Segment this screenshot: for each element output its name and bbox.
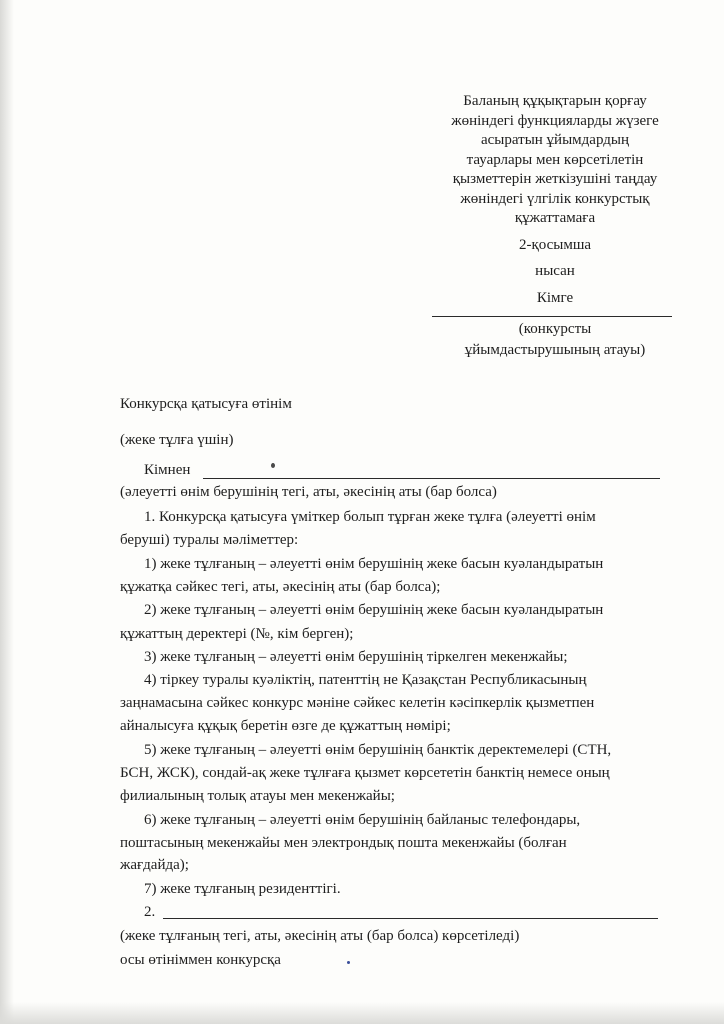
scan-edge-shadow (0, 0, 14, 1024)
organizer-caption-line: ұйымдастырушының атауы) (464, 342, 646, 358)
header-line: құжаттамаға (514, 210, 596, 226)
to-whom-label: Кімге (536, 289, 574, 306)
paragraph-line: құжатқа сәйкес тегі, аты, әкесінің аты (бар болса); (120, 579, 441, 595)
paragraph-line: 1) жеке тұлғаның – әлеуетті өнім берушінің жеке басын куәландыратын (144, 556, 604, 572)
paragraph-line: БСН, ЖСК), сондай-ақ жеке тұлғаға қызмет көрсететін банктің немесе оның (120, 765, 610, 781)
appendix-header (424, 92, 686, 308)
paragraph-line: 6) жеке тұлғаның – әлеуетті өнім берушінің байланыс телефондары, (144, 812, 581, 828)
paragraph-line: 5) жеке тұлғаның – әлеуетті өнім берушінің банктік деректемелері (СТН, (144, 742, 612, 758)
paragraph-line: 3) жеке тұлғаның – әлеуетті өнім берушінің тіркелген мекенжайы; (144, 649, 568, 665)
item-2-fill-line (163, 918, 658, 919)
from-fill-line (203, 478, 660, 479)
header-line: жөніндегі үлгілік конкурстық (460, 190, 650, 207)
application-subtitle: (жеке тұлға үшін) (120, 432, 234, 448)
header-line: асыратын ұйымдардың (480, 132, 629, 148)
organizer-caption-line: (конкурсты (518, 321, 592, 337)
scan-speck (271, 463, 275, 468)
header-line: жөніндегі функцияларды жүзеге (451, 112, 659, 129)
application-title: Конкурсқа қатысуға өтінім (120, 396, 292, 412)
paragraph-line: айналысуға құқық беретін өзге де құжаттың нөмірі; (120, 718, 451, 734)
from-caption: (әлеуетті өнім берушінің тегі, аты, әкесінің аты (бар болса) (120, 484, 497, 500)
paragraph-line: жағдайда); (120, 857, 189, 873)
paragraph-line: 2) жеке тұлғаның – әлеуетті өнім берушінің жеке басын куәландыратын (144, 602, 604, 618)
paragraph-line: поштасының мекенжайы мен электрондық пошта мекенжайы (болған (120, 835, 567, 851)
scan-bottom-shadow (0, 1002, 724, 1024)
appendix-number: 2-қосымша (518, 236, 592, 253)
from-label: Кімнен (144, 462, 191, 478)
scan-speck (347, 961, 350, 964)
organizer-caption (424, 319, 686, 361)
paragraph-line: 7) жеке тұлғаның резиденттігі. (144, 881, 341, 897)
header-line: тауарлары мен көрсетілетін (466, 151, 644, 168)
paragraph-line: беруші) туралы мәліметтер: (120, 532, 299, 548)
header-line: Баланың құқықтарын қорғау (463, 93, 647, 109)
closing-line: осы өтініммен конкурсқа (120, 952, 281, 968)
paragraph-line: құжаттың деректері (№, кім берген); (120, 626, 354, 642)
paragraph-line: филиалының толық атауы мен мекенжайы; (120, 788, 395, 804)
paragraph-line: заңнамасына сәйкес конкурс мәніне сәйкес келетін кәсіпкерлік қызметпен (120, 695, 595, 711)
item-2-caption: (жеке тұлғаның тегі, аты, әкесінің аты (бар болса) көрсетіледі) (120, 928, 520, 944)
organizer-name-line (432, 316, 672, 317)
paragraph-line: 1. Конкурсқа қатысуға үміткер болып тұрған жеке тұлға (әлеуетті өнім (144, 509, 596, 525)
paragraph-line: 4) тіркеу туралы куәліктің, патенттің не Қазақстан Республикасының (144, 672, 587, 688)
form-label: нысан (535, 263, 575, 279)
header-line: қызметтерін жеткізушіні таңдау (452, 171, 658, 187)
item-2-label: 2. (144, 904, 156, 920)
